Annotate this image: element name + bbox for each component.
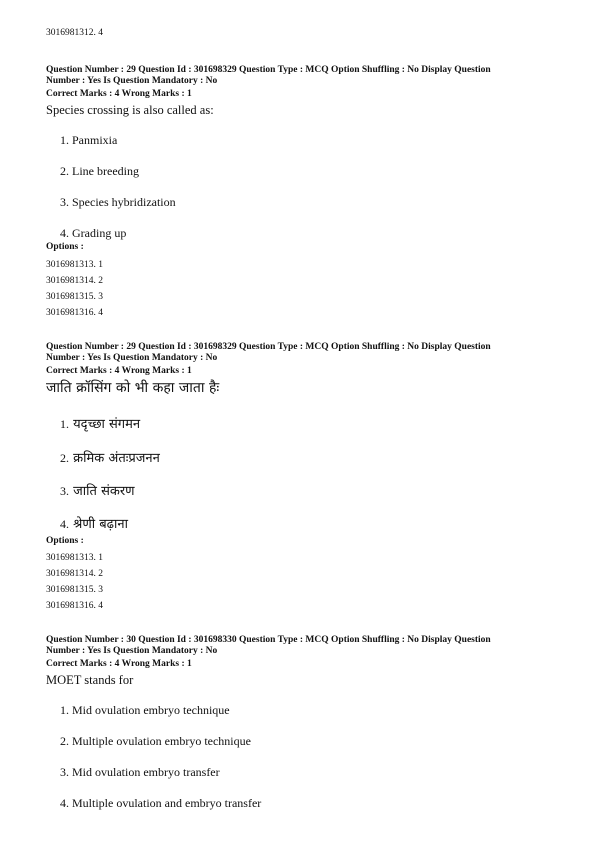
question-meta-line-2: Number : Yes Is Question Mandatory : No xyxy=(46,646,218,656)
choice-number: 1. xyxy=(60,417,69,431)
question-text: MOET stands for xyxy=(46,673,134,687)
choice-4 xyxy=(60,516,128,533)
option-id-4: 3016981316. 4 xyxy=(46,601,103,611)
choice-number: 3. xyxy=(60,484,69,498)
marks-line: Correct Marks : 4 Wrong Marks : 1 xyxy=(46,659,192,669)
question-text: Species crossing is also called as: xyxy=(46,103,214,117)
choice-text: जाति संकरण xyxy=(73,484,135,499)
choice-1 xyxy=(60,416,140,433)
choice-3: 3. Mid ovulation embryo transfer xyxy=(60,765,220,779)
choice-2: 2. Line breeding xyxy=(60,164,139,178)
choice-text: यदृच्छा संगमन xyxy=(73,417,141,432)
choice-1: 1. Mid ovulation embryo technique xyxy=(60,703,230,717)
question-meta-line-1: Question Number : 29 Question Id : 301698329 Question Type : MCQ Option Shuffling : No Display Question xyxy=(46,65,491,75)
marks-line: Correct Marks : 4 Wrong Marks : 1 xyxy=(46,89,192,99)
option-id-3: 3016981315. 3 xyxy=(46,292,103,302)
option-id-2: 3016981314. 2 xyxy=(46,276,103,286)
choice-2: 2. Multiple ovulation embryo technique xyxy=(60,734,251,748)
question-meta-line-2: Number : Yes Is Question Mandatory : No xyxy=(46,353,218,363)
option-id-4: 3016981316. 4 xyxy=(46,308,103,318)
choice-4: 4. Multiple ovulation and embryo transfer xyxy=(60,796,262,810)
previous-option-id: 3016981312. 4 xyxy=(46,28,103,38)
marks-line: Correct Marks : 4 Wrong Marks : 1 xyxy=(46,366,192,376)
choice-text: क्रमिक अंतःप्रजनन xyxy=(73,451,160,466)
question-meta-line-1: Question Number : 30 Question Id : 301698330 Question Type : MCQ Option Shuffling : No Display Question xyxy=(46,635,491,645)
choice-3 xyxy=(60,483,135,500)
choice-4: 4. Grading up xyxy=(60,226,127,240)
choice-2 xyxy=(60,450,160,467)
option-id-2: 3016981314. 2 xyxy=(46,569,103,579)
question-meta-line-1: Question Number : 29 Question Id : 301698329 Question Type : MCQ Option Shuffling : No Display Question xyxy=(46,342,491,352)
choice-text: श्रेणी बढ़ाना xyxy=(73,517,128,532)
choice-number: 2. xyxy=(60,451,69,465)
question-meta-line-2: Number : Yes Is Question Mandatory : No xyxy=(46,76,218,86)
option-id-1: 3016981313. 1 xyxy=(46,260,103,270)
option-id-1: 3016981313. 1 xyxy=(46,553,103,563)
choice-1: 1. Panmixia xyxy=(60,133,118,147)
question-text: जाति क्रॉसिंग को भी कहा जाता हैः xyxy=(46,380,220,396)
options-label: Options : xyxy=(46,536,84,546)
option-id-3: 3016981315. 3 xyxy=(46,585,103,595)
choice-number: 4. xyxy=(60,517,69,531)
options-label: Options : xyxy=(46,242,84,252)
choice-3: 3. Species hybridization xyxy=(60,195,176,209)
